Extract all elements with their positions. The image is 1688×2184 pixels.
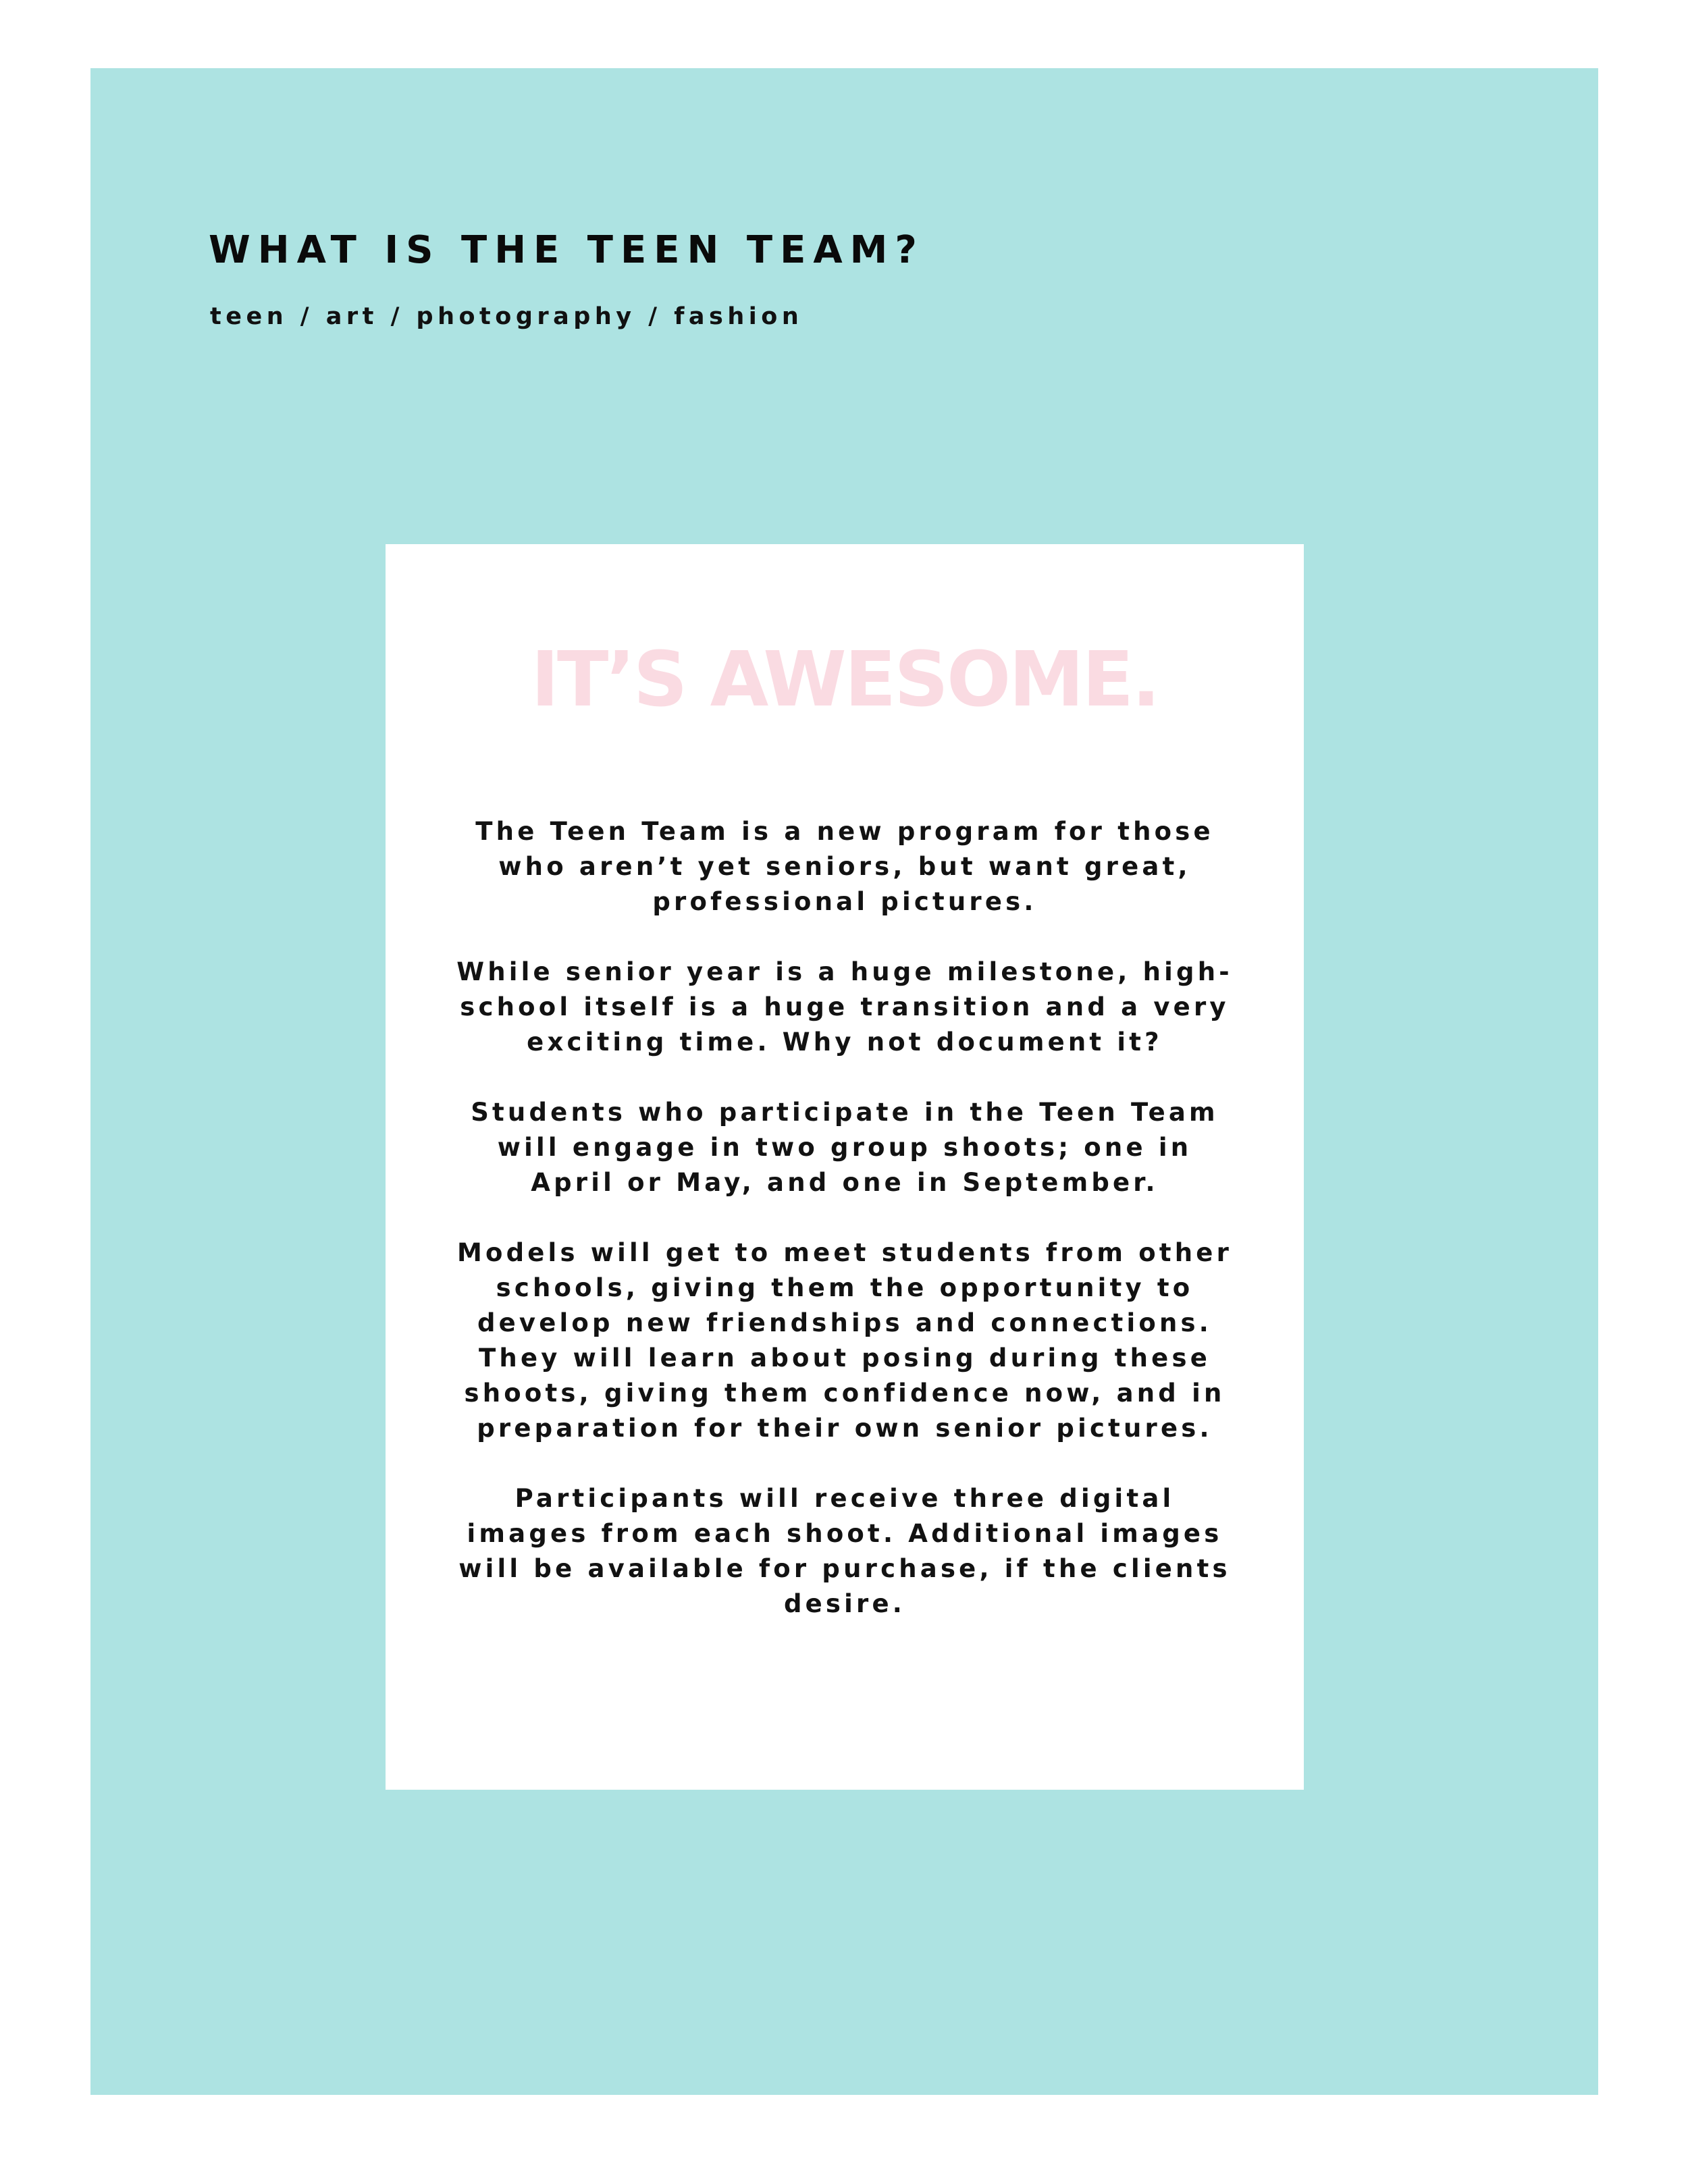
paragraph-program-intro: The Teen Team is a new program for those who aren’t yet seniors, but want great, professional pictures. <box>475 817 1214 916</box>
teal-background-panel <box>90 68 1598 2095</box>
paragraph-group-shoots: Students who participate in the Teen Team will engage in two group shoots; one in April or May, and one in September. <box>471 1098 1219 1197</box>
card-title: IT’S AWESOME. <box>531 636 1159 724</box>
paragraph-participants: Participants will receive three digital images from each shoot. Additional images will be available for purchase, if the clients desire. <box>458 1484 1231 1618</box>
page-title: WHAT IS THE TEEN TEAM? <box>209 228 924 272</box>
card-body <box>453 814 1236 1657</box>
content-card <box>386 544 1304 1790</box>
paragraph-models: Models will get to meet students from other schools, giving them the opportunity to develop new friendships and connections. They will learn about posing during these shoots, giving them confidence now, and in preparation for their own senior pictures. <box>456 1238 1233 1443</box>
paragraph-high-school: While senior year is a huge milestone, high-school itself is a huge transition and a very exciting time. Why not document it? <box>456 957 1233 1057</box>
page-tagline: teen / art / photography / fashion <box>210 303 803 330</box>
